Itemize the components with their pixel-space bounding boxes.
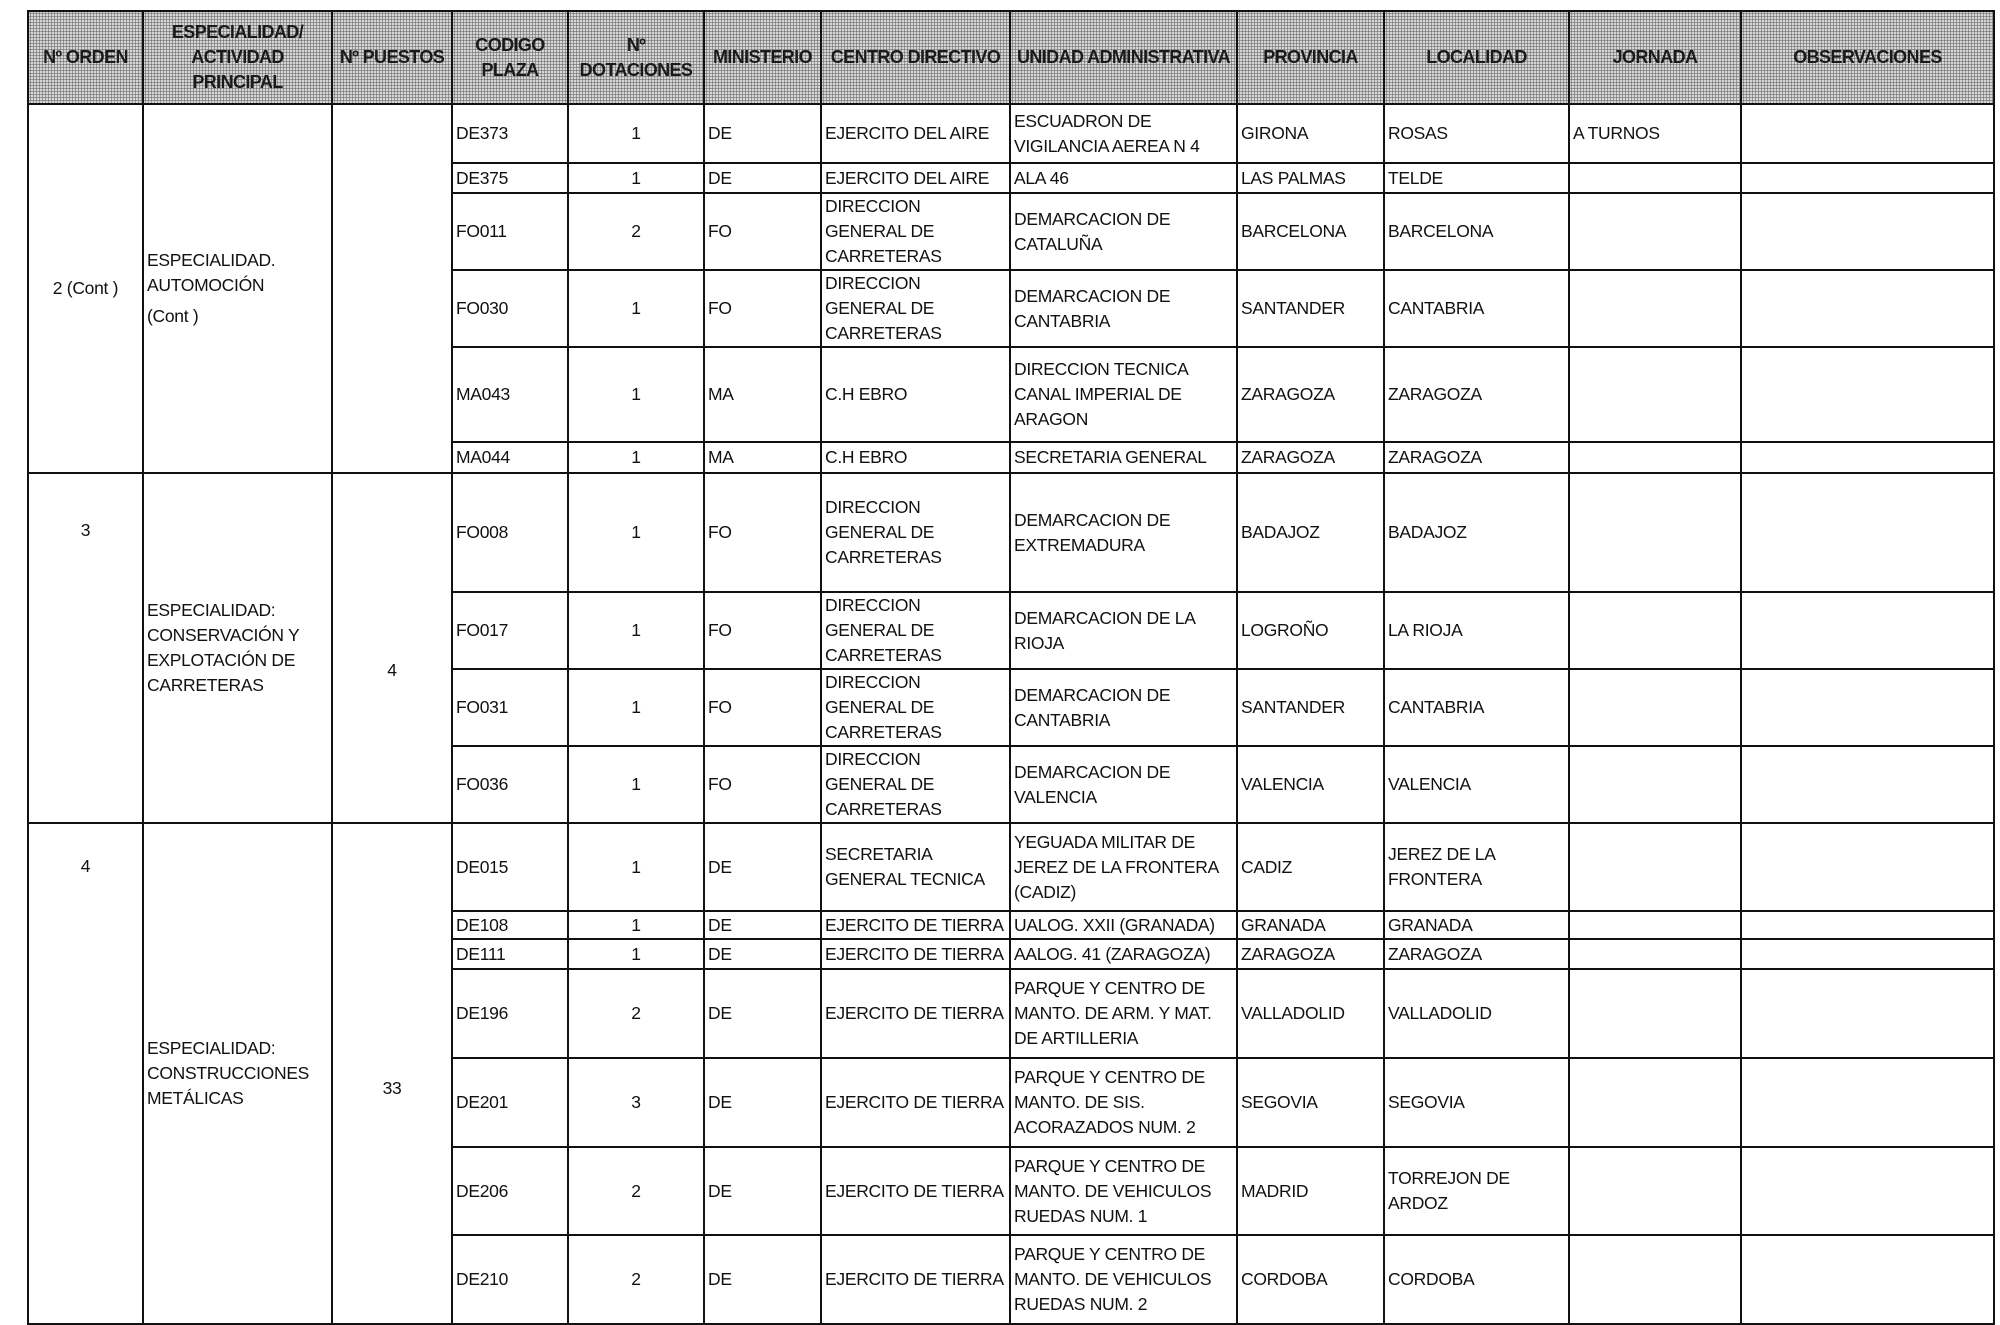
especialidad-line: METÁLICAS	[147, 1088, 244, 1108]
observaciones-cell	[1741, 104, 1994, 163]
jornada-cell	[1569, 1235, 1741, 1324]
codigo-cell: DE373	[452, 104, 568, 163]
localidad-cell: BARCELONA	[1384, 193, 1569, 270]
especialidad-cell	[143, 104, 332, 473]
observaciones-cell	[1741, 1147, 1994, 1235]
especialidad-line: AUTOMOCIÓN	[147, 275, 265, 295]
unidad-cell: DEMARCACION DE CANTABRIA	[1010, 669, 1237, 746]
table-body	[28, 104, 1994, 1324]
jornada-cell	[1569, 823, 1741, 911]
ministerio-cell: DE	[704, 104, 821, 163]
ministerio-cell: DE	[704, 1147, 821, 1235]
especialidad-cont-note: (Cont )	[147, 306, 199, 326]
codigo-cell: DE108	[452, 911, 568, 939]
observaciones-cell	[1741, 823, 1994, 911]
provincia-cell: LAS PALMAS	[1237, 163, 1384, 193]
observaciones-cell	[1741, 347, 1994, 442]
codigo-cell: DE015	[452, 823, 568, 911]
ministerio-cell: DE	[704, 1058, 821, 1147]
unidad-cell: DEMARCACION DE VALENCIA	[1010, 746, 1237, 823]
localidad-cell: SEGOVIA	[1384, 1058, 1569, 1147]
especialidad-line: ESPECIALIDAD:	[147, 600, 276, 620]
centro-cell: DIRECCION GENERAL DE CARRETERAS	[821, 746, 1010, 823]
centro-cell: EJERCITO DE TIERRA	[821, 911, 1010, 939]
jornada-cell	[1569, 163, 1741, 193]
localidad-cell: BADAJOZ	[1384, 473, 1569, 592]
centro-cell: C.H EBRO	[821, 347, 1010, 442]
provincia-cell: ZARAGOZA	[1237, 442, 1384, 473]
codigo-cell: MA044	[452, 442, 568, 473]
ministerio-cell: FO	[704, 473, 821, 592]
provincia-cell: ZARAGOZA	[1237, 939, 1384, 969]
dotaciones-cell: 2	[568, 1235, 704, 1324]
unidad-cell: UALOG. XXII (GRANADA)	[1010, 911, 1237, 939]
unidad-cell: PARQUE Y CENTRO DE MANTO. DE SIS. ACORAZADOS NUM. 2	[1010, 1058, 1237, 1147]
observaciones-cell	[1741, 1235, 1994, 1324]
especialidad-cell	[143, 473, 332, 823]
centro-cell: C.H EBRO	[821, 442, 1010, 473]
codigo-cell: FO031	[452, 669, 568, 746]
observaciones-cell	[1741, 1058, 1994, 1147]
codigo-cell: FO030	[452, 270, 568, 347]
observaciones-cell	[1741, 473, 1994, 592]
provincia-cell: BARCELONA	[1237, 193, 1384, 270]
observaciones-cell	[1741, 911, 1994, 939]
header-puestos: Nº PUESTOS	[332, 11, 452, 104]
jornada-cell	[1569, 911, 1741, 939]
header-provincia: PROVINCIA	[1237, 11, 1384, 104]
jornada-cell	[1569, 1147, 1741, 1235]
header-centro-directivo: CENTRO DIRECTIVO	[821, 11, 1010, 104]
ministerio-cell: FO	[704, 669, 821, 746]
ministerio-cell: DE	[704, 1235, 821, 1324]
especialidad-line: ESPECIALIDAD:	[147, 1038, 276, 1058]
localidad-cell: TELDE	[1384, 163, 1569, 193]
centro-cell: EJERCITO DE TIERRA	[821, 1147, 1010, 1235]
provincia-cell: VALLADOLID	[1237, 969, 1384, 1058]
centro-cell: EJERCITO DEL AIRE	[821, 104, 1010, 163]
unidad-cell: PARQUE Y CENTRO DE MANTO. DE VEHICULOS RUEDAS NUM. 1	[1010, 1147, 1237, 1235]
codigo-cell: FO008	[452, 473, 568, 592]
jornada-cell	[1569, 347, 1741, 442]
ministerio-cell: FO	[704, 592, 821, 669]
dotaciones-cell: 3	[568, 1058, 704, 1147]
unidad-cell: ESCUADRON DE VIGILANCIA AEREA N 4	[1010, 104, 1237, 163]
header-orden: Nº ORDEN	[28, 11, 143, 104]
centro-cell: DIRECCION GENERAL DE CARRETERAS	[821, 270, 1010, 347]
ministerio-cell: FO	[704, 746, 821, 823]
header-row	[28, 11, 1994, 104]
provincia-cell: SEGOVIA	[1237, 1058, 1384, 1147]
unidad-cell: PARQUE Y CENTRO DE MANTO. DE VEHICULOS RUEDAS NUM. 2	[1010, 1235, 1237, 1324]
unidad-cell: DEMARCACION DE CATALUÑA	[1010, 193, 1237, 270]
observaciones-cell	[1741, 939, 1994, 969]
localidad-cell: VALENCIA	[1384, 746, 1569, 823]
ministerio-cell: DE	[704, 823, 821, 911]
codigo-cell: FO017	[452, 592, 568, 669]
header-jornada: JORNADA	[1569, 11, 1741, 104]
puestos-cell: 33	[332, 823, 452, 1324]
dotaciones-cell: 1	[568, 911, 704, 939]
unidad-cell: PARQUE Y CENTRO DE MANTO. DE ARM. Y MAT. DE ARTILLERIA	[1010, 969, 1237, 1058]
jornada-cell	[1569, 473, 1741, 592]
provincia-cell: ZARAGOZA	[1237, 347, 1384, 442]
provincia-cell: GRANADA	[1237, 911, 1384, 939]
jornada-cell	[1569, 270, 1741, 347]
jornada-cell	[1569, 939, 1741, 969]
jornada-cell	[1569, 746, 1741, 823]
centro-cell: SECRETARIA GENERAL TECNICA	[821, 823, 1010, 911]
dotaciones-cell: 1	[568, 823, 704, 911]
unidad-cell: SECRETARIA GENERAL	[1010, 442, 1237, 473]
jornada-cell	[1569, 193, 1741, 270]
header-ministerio: MINISTERIO	[704, 11, 821, 104]
centro-cell: EJERCITO DE TIERRA	[821, 939, 1010, 969]
header-unidad-administrativa: UNIDAD ADMINISTRATIVA	[1010, 11, 1237, 104]
table-row	[28, 473, 1994, 592]
especialidad-line: CONSERVACIÓN Y	[147, 625, 300, 645]
ministerio-cell: FO	[704, 193, 821, 270]
provincia-cell: GIRONA	[1237, 104, 1384, 163]
provincia-cell: CORDOBA	[1237, 1235, 1384, 1324]
centro-cell: EJERCITO DE TIERRA	[821, 1058, 1010, 1147]
jornada-cell: A TURNOS	[1569, 104, 1741, 163]
dotaciones-cell: 1	[568, 104, 704, 163]
centro-cell: DIRECCION GENERAL DE CARRETERAS	[821, 193, 1010, 270]
unidad-cell: DEMARCACION DE CANTABRIA	[1010, 270, 1237, 347]
localidad-cell: ROSAS	[1384, 104, 1569, 163]
centro-cell: EJERCITO DE TIERRA	[821, 969, 1010, 1058]
unidad-cell: DEMARCACION DE LA RIOJA	[1010, 592, 1237, 669]
provincia-cell: VALENCIA	[1237, 746, 1384, 823]
ministerio-cell: DE	[704, 911, 821, 939]
dotaciones-cell: 1	[568, 746, 704, 823]
table-row	[28, 823, 1994, 911]
codigo-cell: DE375	[452, 163, 568, 193]
codigo-cell: DE111	[452, 939, 568, 969]
observaciones-cell	[1741, 442, 1994, 473]
especialidad-line: ESPECIALIDAD.	[147, 250, 276, 270]
dotaciones-cell: 1	[568, 669, 704, 746]
provincia-cell: LOGROÑO	[1237, 592, 1384, 669]
codigo-cell: DE196	[452, 969, 568, 1058]
header-codigo-plaza: CODIGO PLAZA	[452, 11, 568, 104]
localidad-cell: CORDOBA	[1384, 1235, 1569, 1324]
provincia-cell: MADRID	[1237, 1147, 1384, 1235]
ministerio-cell: MA	[704, 347, 821, 442]
jornada-cell	[1569, 1058, 1741, 1147]
observaciones-cell	[1741, 193, 1994, 270]
provincia-cell: SANTANDER	[1237, 669, 1384, 746]
observaciones-cell	[1741, 746, 1994, 823]
ministerio-cell: DE	[704, 939, 821, 969]
localidad-cell: GRANADA	[1384, 911, 1569, 939]
localidad-cell: TORREJON DE ARDOZ	[1384, 1147, 1569, 1235]
puestos-cell	[332, 104, 452, 473]
especialidad-cell	[143, 823, 332, 1324]
localidad-cell: JEREZ DE LA FRONTERA	[1384, 823, 1569, 911]
localidad-cell: ZARAGOZA	[1384, 442, 1569, 473]
localidad-cell: ZARAGOZA	[1384, 347, 1569, 442]
provincia-cell: SANTANDER	[1237, 270, 1384, 347]
puestos-cell: 4	[332, 473, 452, 823]
header-localidad: LOCALIDAD	[1384, 11, 1569, 104]
observaciones-cell	[1741, 969, 1994, 1058]
ministerio-cell: MA	[704, 442, 821, 473]
centro-cell: EJERCITO DEL AIRE	[821, 163, 1010, 193]
centro-cell: EJERCITO DE TIERRA	[821, 1235, 1010, 1324]
dotaciones-cell: 1	[568, 473, 704, 592]
jornada-cell	[1569, 592, 1741, 669]
jornada-cell	[1569, 442, 1741, 473]
localidad-cell: ZARAGOZA	[1384, 939, 1569, 969]
dotaciones-cell: 1	[568, 939, 704, 969]
localidad-cell: LA RIOJA	[1384, 592, 1569, 669]
observaciones-cell	[1741, 163, 1994, 193]
localidad-cell: VALLADOLID	[1384, 969, 1569, 1058]
ministerio-cell: DE	[704, 163, 821, 193]
unidad-cell: DEMARCACION DE EXTREMADURA	[1010, 473, 1237, 592]
dotaciones-cell: 1	[568, 347, 704, 442]
observaciones-cell	[1741, 270, 1994, 347]
unidad-cell: ALA 46	[1010, 163, 1237, 193]
dotaciones-cell: 1	[568, 592, 704, 669]
codigo-cell: FO036	[452, 746, 568, 823]
header-observaciones: OBSERVACIONES	[1741, 11, 1994, 104]
dotaciones-cell: 2	[568, 969, 704, 1058]
ministerio-cell: FO	[704, 270, 821, 347]
codigo-cell: MA043	[452, 347, 568, 442]
header-dotaciones: Nº DOTACIONES	[568, 11, 704, 104]
centro-cell: DIRECCION GENERAL DE CARRETERAS	[821, 473, 1010, 592]
provincia-cell: CADIZ	[1237, 823, 1384, 911]
codigo-cell: DE206	[452, 1147, 568, 1235]
especialidad-line: CARRETERAS	[147, 675, 264, 695]
plazas-table	[27, 10, 1995, 1325]
unidad-cell: AALOG. 41 (ZARAGOZA)	[1010, 939, 1237, 969]
dotaciones-cell: 2	[568, 193, 704, 270]
dotaciones-cell: 2	[568, 1147, 704, 1235]
provincia-cell: BADAJOZ	[1237, 473, 1384, 592]
unidad-cell: YEGUADA MILITAR DE JEREZ DE LA FRONTERA (CADIZ)	[1010, 823, 1237, 911]
localidad-cell: CANTABRIA	[1384, 669, 1569, 746]
especialidad-line: EXPLOTACIÓN DE	[147, 650, 296, 670]
jornada-cell	[1569, 669, 1741, 746]
unidad-cell: DIRECCION TECNICA CANAL IMPERIAL DE ARAGON	[1010, 347, 1237, 442]
observaciones-cell	[1741, 669, 1994, 746]
dotaciones-cell: 1	[568, 270, 704, 347]
dotaciones-cell: 1	[568, 163, 704, 193]
table-row	[28, 104, 1994, 163]
codigo-cell: DE201	[452, 1058, 568, 1147]
centro-cell: DIRECCION GENERAL DE CARRETERAS	[821, 669, 1010, 746]
orden-cell: 4	[28, 823, 143, 1324]
jornada-cell	[1569, 969, 1741, 1058]
dotaciones-cell: 1	[568, 442, 704, 473]
codigo-cell: DE210	[452, 1235, 568, 1324]
observaciones-cell	[1741, 592, 1994, 669]
orden-cell: 2 (Cont )	[28, 104, 143, 473]
especialidad-line: CONSTRUCCIONES	[147, 1063, 310, 1083]
codigo-cell: FO011	[452, 193, 568, 270]
header-especialidad: ESPECIALIDAD/ ACTIVIDAD PRINCIPAL	[143, 11, 332, 104]
ministerio-cell: DE	[704, 969, 821, 1058]
orden-cell: 3	[28, 473, 143, 823]
localidad-cell: CANTABRIA	[1384, 270, 1569, 347]
centro-cell: DIRECCION GENERAL DE CARRETERAS	[821, 592, 1010, 669]
